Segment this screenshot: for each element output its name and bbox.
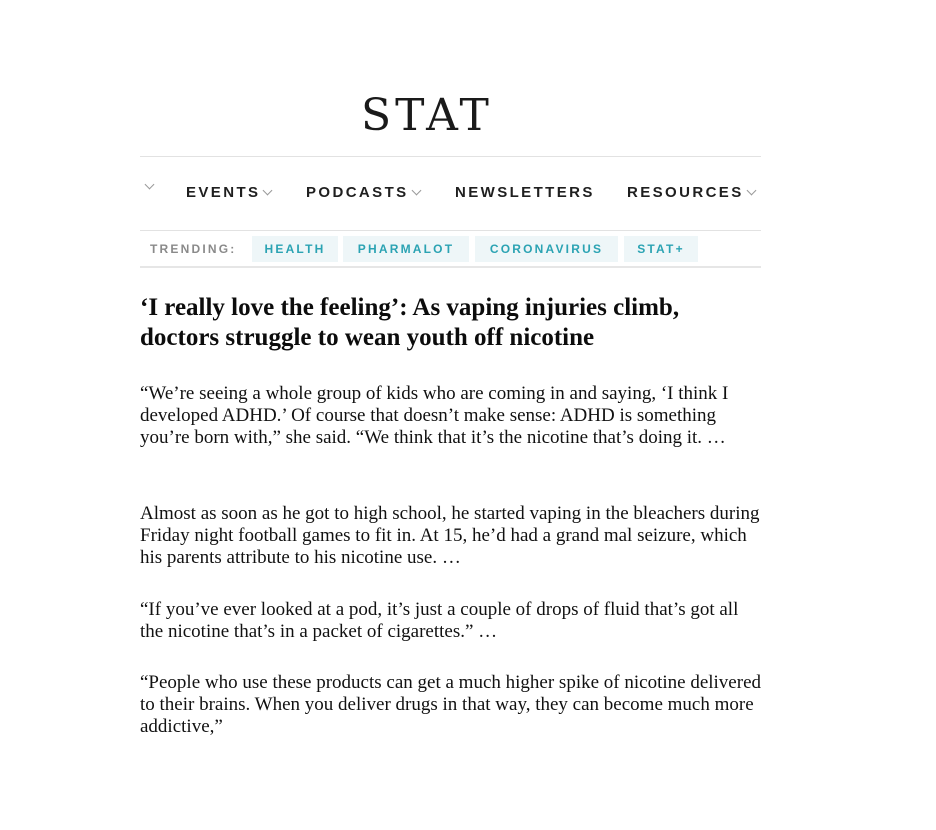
nav-item-resources[interactable]	[627, 184, 755, 201]
main-nav	[140, 184, 761, 206]
trending-tag-coronavirus[interactable]: CORONAVIRUS	[475, 236, 618, 262]
nav-item-label: NEWSLETTERS	[455, 184, 595, 201]
trending-tag-health[interactable]: HEALTH	[252, 236, 338, 262]
chevron-down-icon	[263, 185, 273, 195]
article-paragraph: “People who use these products can get a much higher spike of nicotine delivered to their brains. When you deliver drugs in that way, they can become much more addictive,”	[140, 672, 761, 737]
trending-bar	[140, 236, 761, 262]
trending-tag-stat-plus[interactable]: STAT+	[624, 236, 698, 262]
article-paragraph: Almost as soon as he got to high school, he started vaping in the bleachers during Friday night football games to fit in. At 15, he’d had a grand mal seizure, which his parents attribute to his nicotine use. …	[140, 503, 760, 568]
trending-label: TRENDING:	[150, 242, 237, 256]
article-headline: ‘I really love the feeling’: As vaping injuries climb, doctors struggle to wean youth off nicotine	[140, 294, 680, 351]
chevron-down-icon	[746, 185, 756, 195]
header-divider-top	[140, 156, 761, 157]
nav-item-label: RESOURCES	[627, 184, 744, 201]
nav-menu-toggle[interactable]	[146, 186, 153, 188]
nav-item-podcasts[interactable]	[306, 184, 420, 201]
article-paragraph: “We’re seeing a whole group of kids who are coming in and saying, ‘I think I developed ADHD.’ Of course that doesn’t make sense: ADHD is something you’re born with,” she said. “We think that it’s the nicotine that’s doing it. …	[140, 383, 729, 448]
nav-item-label: PODCASTS	[306, 184, 409, 201]
chevron-down-icon	[145, 180, 155, 190]
trending-divider	[140, 266, 761, 268]
trending-tag-pharmalot[interactable]: PHARMALOT	[343, 236, 469, 262]
stat-logo[interactable]: STAT	[361, 90, 493, 141]
nav-item-events[interactable]	[186, 184, 271, 201]
nav-item-label: EVENTS	[186, 184, 261, 201]
nav-divider	[140, 230, 761, 231]
chevron-down-icon	[411, 185, 421, 195]
nav-item-newsletters[interactable]	[455, 184, 595, 201]
article-paragraph: “If you’ve ever looked at a pod, it’s just a couple of drops of fluid that’s got all the nicotine that’s in a packet of cigarettes.” …	[140, 599, 739, 642]
